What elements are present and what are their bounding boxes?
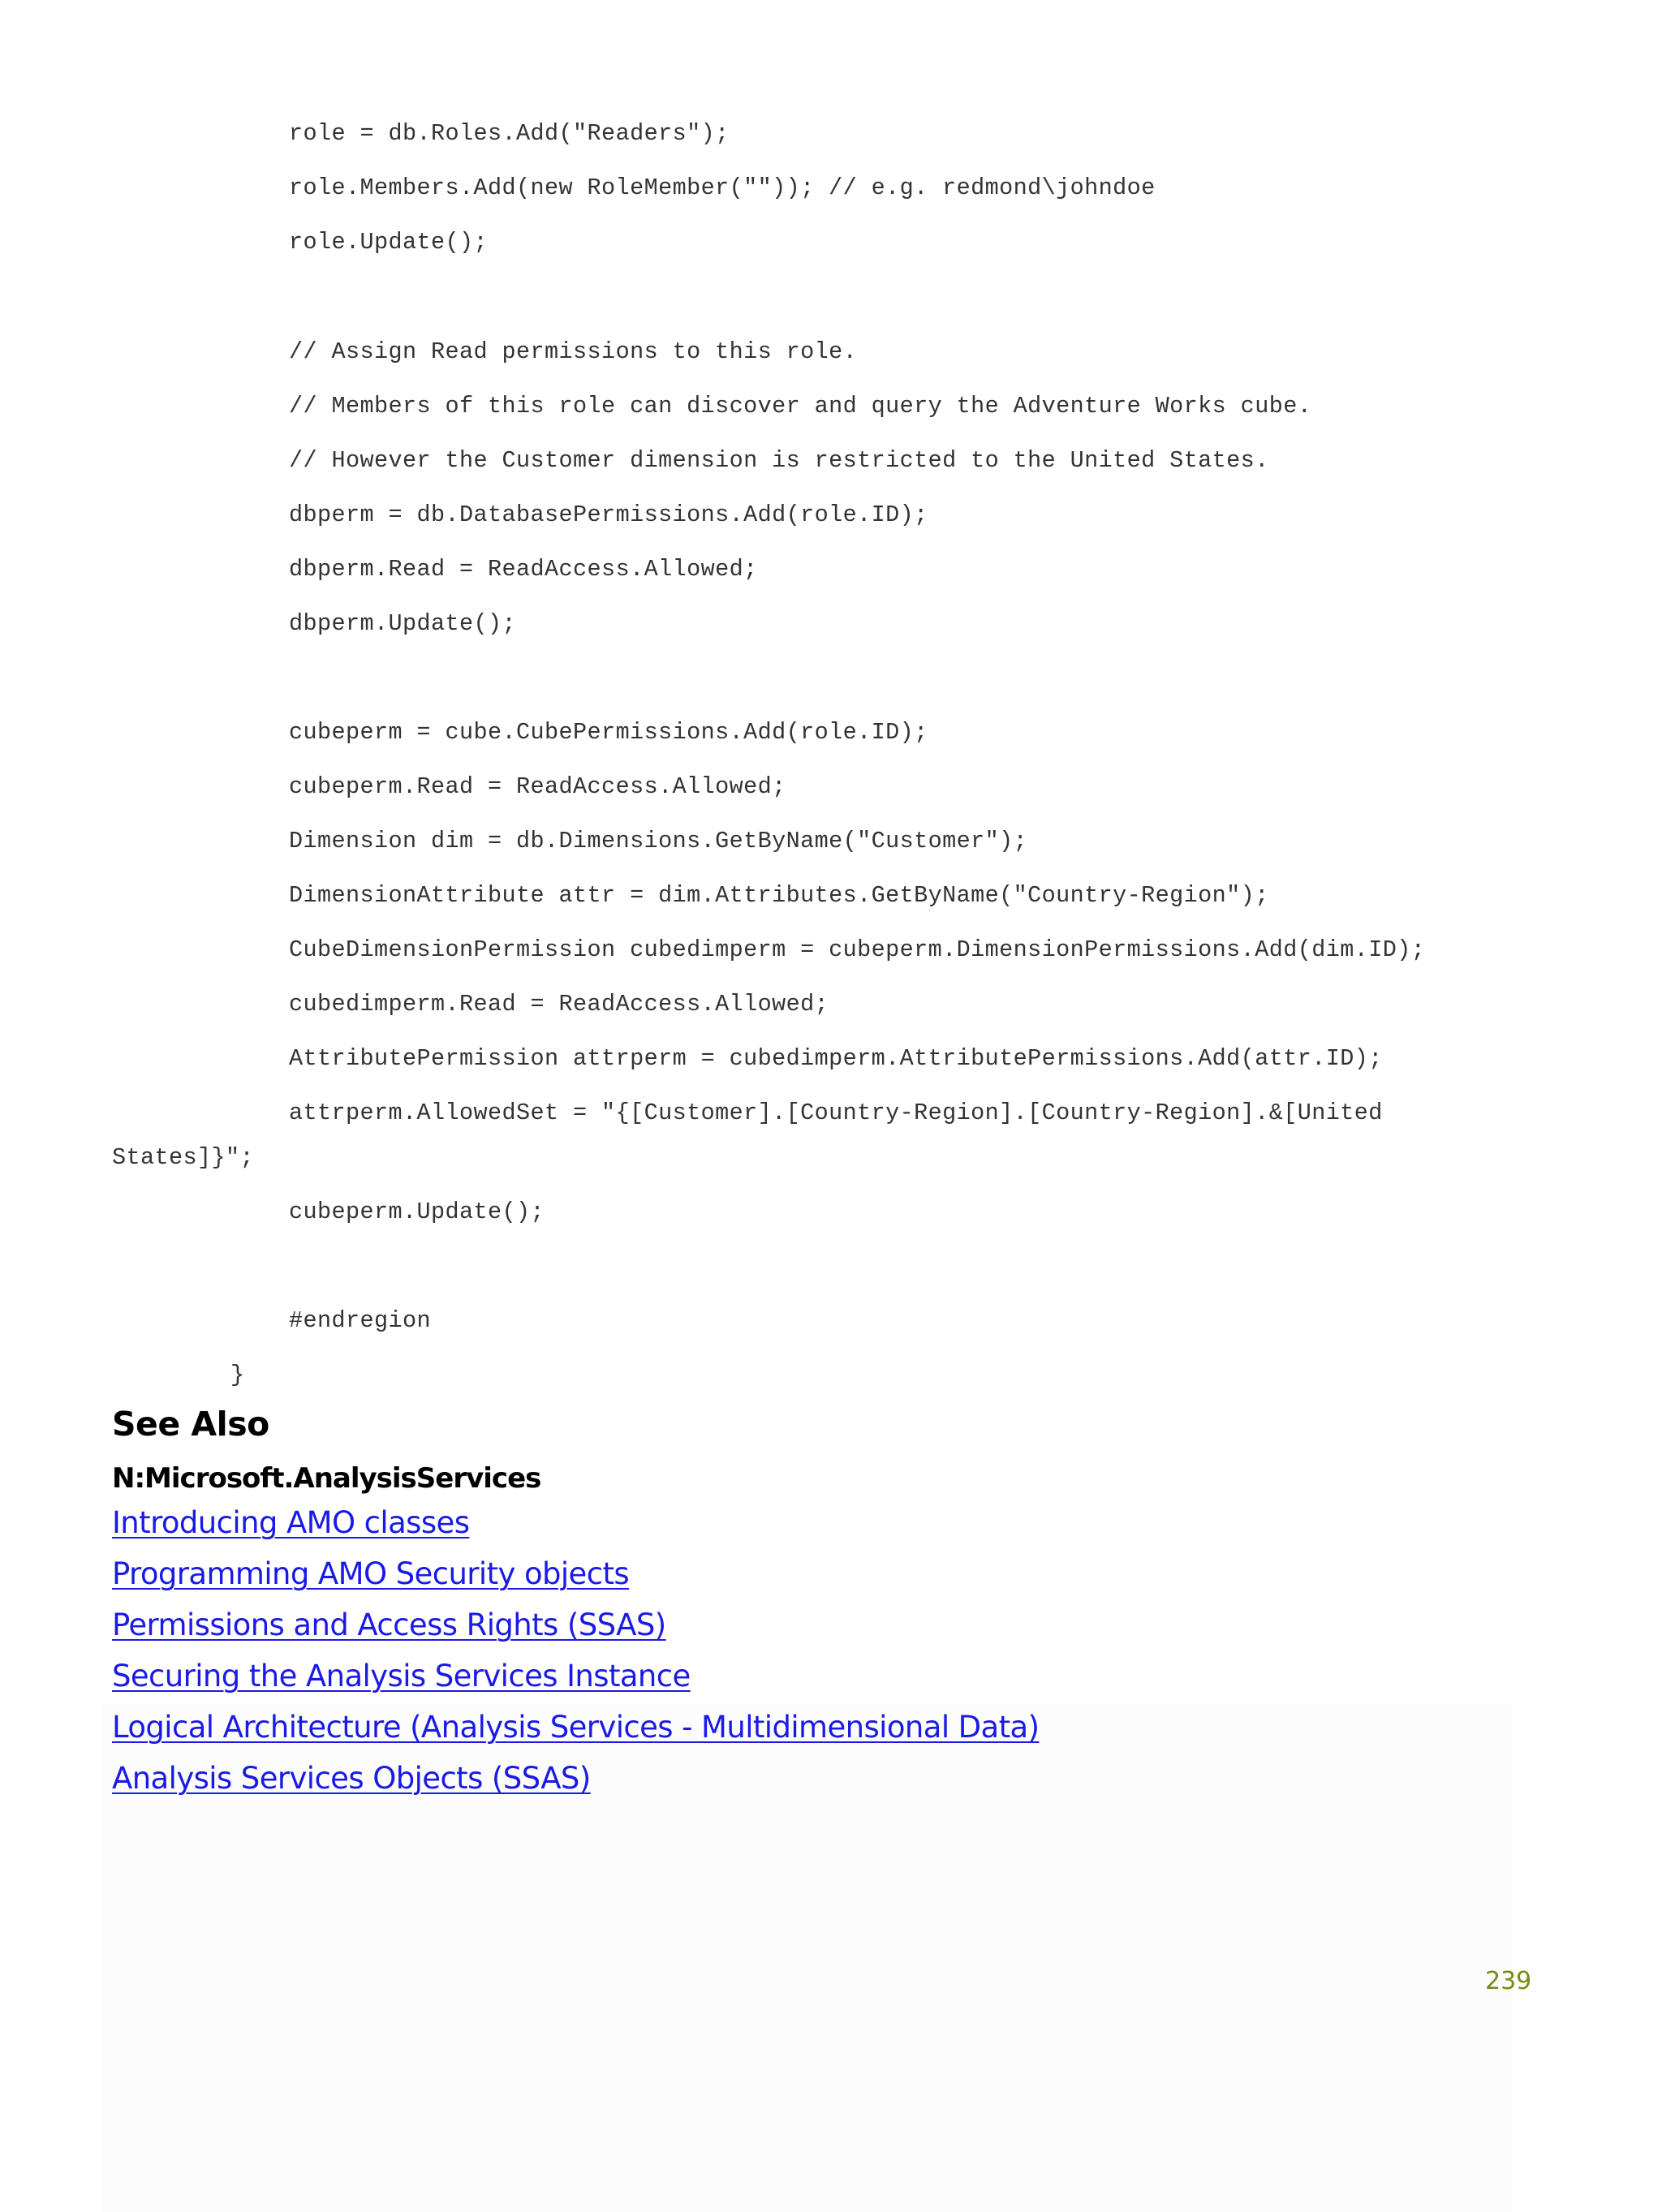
see-also-heading: See Also: [112, 1405, 269, 1444]
code-line: attrperm.AllowedSet = "{[Customer].[Country-Region].[Country-Region].&[United: [289, 1100, 1383, 1126]
code-line: cubeperm.Update();: [289, 1199, 545, 1225]
link-permissions-and-access-rights[interactable]: Permissions and Access Rights (SSAS): [112, 1607, 666, 1642]
code-line: cubeperm.Read = ReadAccess.Allowed;: [289, 773, 786, 800]
code-line-wrapped: States]}";: [112, 1144, 255, 1171]
code-line: dbperm = db.DatabasePermissions.Add(role.ID);: [289, 501, 928, 528]
code-comment: // Assign Read permissions to this role.: [289, 338, 858, 365]
link-introducing-amo-classes[interactable]: Introducing AMO classes: [112, 1505, 470, 1540]
code-line: cubeperm = cube.CubePermissions.Add(role.ID);: [289, 719, 928, 746]
link-securing-analysis-services-instance[interactable]: Securing the Analysis Services Instance: [112, 1659, 691, 1693]
code-directive: #endregion: [289, 1307, 432, 1334]
link-logical-architecture[interactable]: Logical Architecture (Analysis Services - Multidimensional Data): [112, 1710, 1040, 1745]
code-line: DimensionAttribute attr = dim.Attributes.GetByName("Country-Region");: [289, 882, 1269, 909]
code-line: role = db.Roles.Add("Readers");: [289, 120, 730, 147]
code-line: Dimension dim = db.Dimensions.GetByName("Customer");: [289, 828, 1028, 854]
code-line: CubeDimensionPermission cubedimperm = cubeperm.DimensionPermissions.Add(dim.ID);: [289, 936, 1426, 963]
code-comment: // However the Customer dimension is restricted to the United States.: [289, 447, 1269, 474]
code-line: dbperm.Update();: [289, 610, 517, 637]
code-line: AttributePermission attrperm = cubedimperm.AttributePermissions.Add(attr.ID);: [289, 1045, 1383, 1072]
code-line: dbperm.Read = ReadAccess.Allowed;: [289, 556, 758, 583]
code-closing-brace: }: [230, 1362, 245, 1388]
code-comment: // Members of this role can discover and query the Adventure Works cube.: [289, 393, 1312, 420]
namespace-reference: N:Microsoft.AnalysisServices: [112, 1462, 541, 1495]
code-line: role.Members.Add(new RoleMember("")); // e.g. redmond\johndoe: [289, 174, 1156, 201]
code-line: cubedimperm.Read = ReadAccess.Allowed;: [289, 991, 829, 1018]
link-analysis-services-objects[interactable]: Analysis Services Objects (SSAS): [112, 1761, 591, 1796]
link-programming-amo-security-objects[interactable]: Programming AMO Security objects: [112, 1556, 630, 1591]
code-line: role.Update();: [289, 229, 489, 256]
page-number: 239: [1485, 1967, 1532, 1995]
